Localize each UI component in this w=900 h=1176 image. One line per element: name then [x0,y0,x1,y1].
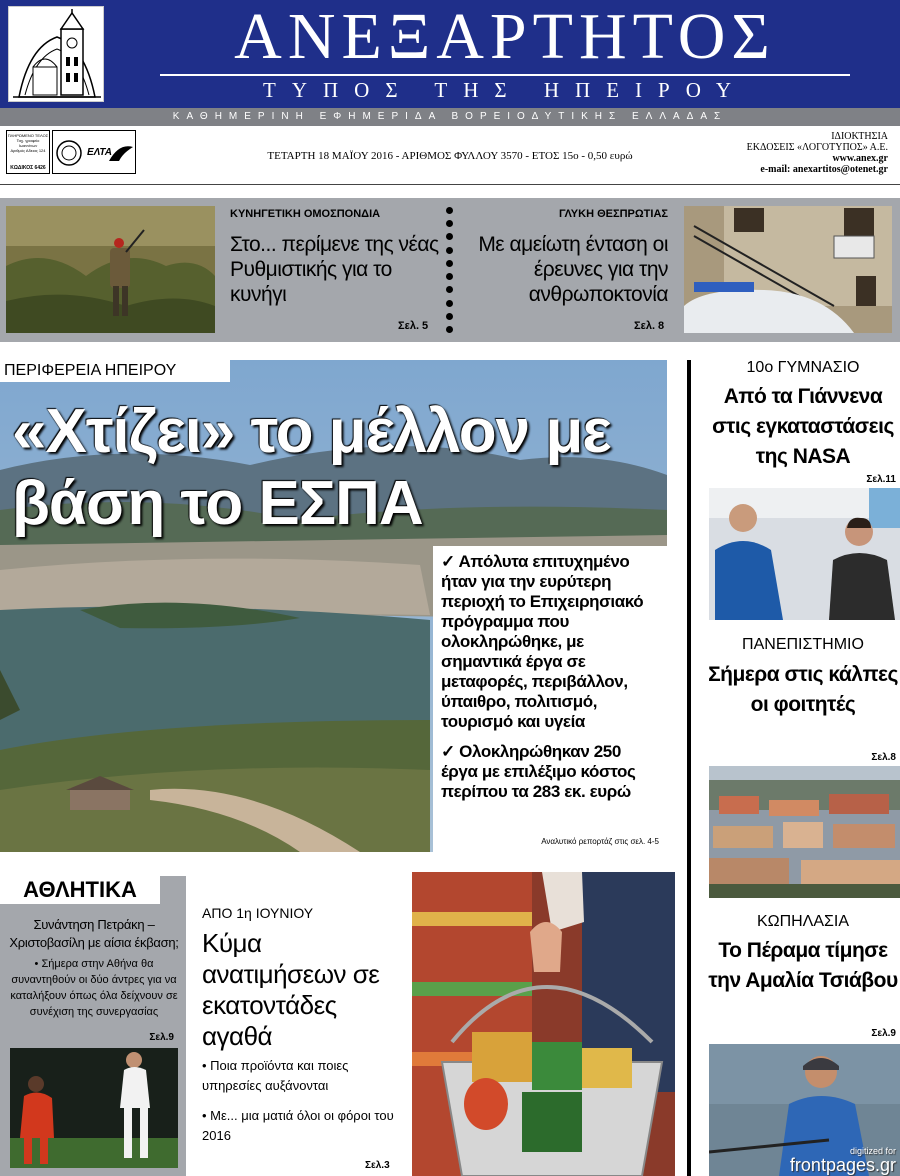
postal-box [6,130,50,174]
rc-page-ref: Σελ.9 [871,1028,896,1039]
university-campus-photo [709,766,900,898]
teaser-kicker: ΚΥΝΗΓΕΤΙΚΗ ΟΜΟΣΠΟΝΔΙΑ [230,208,381,220]
sports-bullet: • Σήμερα στην Αθήνα θα συναντηθούν οι δύο άντρες για να καταλήξουν όπως όλα δείχνουν σε συνέχιση της συνεργασίας [10,958,178,1018]
rc-kicker: ΠΑΝΕΠΙΣΤΗΜΙΟ [742,636,864,653]
watermark [790,1147,896,1174]
prices-kicker: ΑΠΟ 1η ΙΟΥΝΙΟΥ [202,905,314,921]
dotted-separator [446,207,454,333]
sports-section [0,876,186,1176]
lead-headline-line: βάση το ΕΣΠΑ [12,469,423,538]
issue-line: ΤΕΤΑΡΤΗ 18 ΜΑΪΟΥ 2016 - ΑΡΙΘΜΟΣ ΦΥΛΛΟΥ 3570 - ΕΤΟΣ 15ο - 0,50 ευρώ [267,150,633,162]
tagline-bar: ΚΑΘΗΜΕΡΙΝΗ ΕΦΗΜΕΡΙΔΑ ΒΟΡΕΙΟΔΥΤΙΚΗΣ ΕΛΛΑΔΑΣ [0,108,900,126]
region-label: ΠΕΡΙΦΕΡΕΙΑ ΗΠΕΙΡΟΥ [0,360,230,382]
masthead [0,0,900,108]
header-divider [0,184,900,185]
owner-heading: ΙΔΙΟΚΤΗΣΙΑ [831,131,888,142]
bell-tower-logo [8,6,104,102]
shopping-basket-photo [412,872,675,1176]
rc-kicker: ΚΩΠΗΛΑΣΙΑ [756,913,850,930]
postal-line: ΠΛΗΡΩΜΕΝΟ ΤΕΛΟΣ [7,133,49,138]
lead-bullets [433,546,667,852]
rc-kicker: 10ο ΓΥΜΝΑΣΙΟ [746,359,860,376]
lead-headline[interactable] [12,396,652,540]
football-players-photo [10,1048,178,1168]
website-link[interactable]: www.anex.gr [832,153,888,164]
postal-code: ΚΩΔΙΚΟΣ 6426 [10,165,46,171]
newspaper-title: ΑΝΕΞΑΡΤΗΤΟΣ [234,0,776,73]
lead-bullet: ✓ Ολοκληρώθηκαν 250 έργα με επιλέξιμο κόστος περίπου τα 283 εκ. ευρώ [441,742,636,801]
sports-title: ΑΘΛΗΤΙΚΑ [0,876,160,904]
email-link[interactable]: e-mail: anexartitos@otenet.gr [760,164,888,175]
newspaper-subtitle: ΤΥΠΟΣ ΤΗΣ ΗΠΕΙΡΟΥ [263,78,747,102]
postal-line: Ταχ. γραφείο Ιωαννίνων [16,138,40,148]
students-photo [709,488,900,620]
lead-story [0,360,667,852]
rc-headline[interactable]: Σήμερα στις κάλπες οι φοιτητές [708,663,898,716]
teaser-page-ref: Σελ. 5 [398,320,429,332]
lead-headline-line: «Χτίζει» το μέλλον με [12,397,611,466]
column-divider [687,360,691,1176]
teaser-page-ref: Σελ. 8 [634,320,665,332]
teaser-headline[interactable]: Στο... περίμενε της νέας Ρυθμιστικής για το κυνήγι [230,233,439,306]
owner-company: ΕΚΔΟΣΕΙΣ «ΛΟΓΟΤΥΠΟΣ» Α.Ε. [746,142,888,153]
hunter-photo [6,206,215,333]
lead-page-ref: Αναλυτικό ρεπορτάζ στις σελ. 4-5 [541,837,659,846]
sports-headline[interactable]: Συνάντηση Πετράκη – Χριστοβασίλη με αίσια έκβαση; [9,917,179,950]
prices-bullet: • Με... μια ματιά όλοι οι φόροι του 2016 [202,1108,394,1143]
rc-page-ref: Σελ.8 [871,752,896,763]
elta-box [52,130,136,174]
rc-headline[interactable]: Από τα Γιάννενα στις εγκαταστάσεις της NASA [712,385,894,468]
rc-page-ref: Σελ.11 [866,474,896,485]
elta-label: ΕΛΤΑ [87,147,113,158]
prices-headline[interactable]: Κύμα ανατιμήσεων σε εκατοντάδες αγαθά [202,928,380,1051]
prices-page-ref: Σελ.3 [365,1160,390,1171]
postal-line: Αριθμός Αδειας 124 [10,148,46,153]
watermark-small: digitized for [849,1146,896,1156]
prices-bullet: • Ποια προϊόντα και ποιες υπηρεσίες αυξάνονται [202,1058,349,1093]
rc-headline[interactable]: Το Πέραμα τίμησε την Αμαλία Τσιάβου [708,939,898,992]
watermark-site: frontpages.gr [789,1155,896,1175]
teaser-headline[interactable]: Με αμείωτη ένταση οι έρευνες για την ανθρωποκτονία [478,233,668,306]
lead-bullet: ✓ Απόλυτα επιτυχημένο ήταν για την ευρύτερη περιοχή το Επιχειρησιακό πρόγραμμα που ολοκληρώθηκε, με σημαντικά έργα σε μεταφορές, περιβάλλον, ύπαιθρο, πολιτισμό, τουρισμό και υγεία [441,552,644,731]
police-station-photo [684,206,892,333]
ownership-block [728,131,888,175]
sports-page-ref: Σελ.9 [149,1032,174,1043]
teaser-kicker: ΓΛΥΚΗ ΘΕΣΠΡΩΤΙΑΣ [559,208,668,220]
